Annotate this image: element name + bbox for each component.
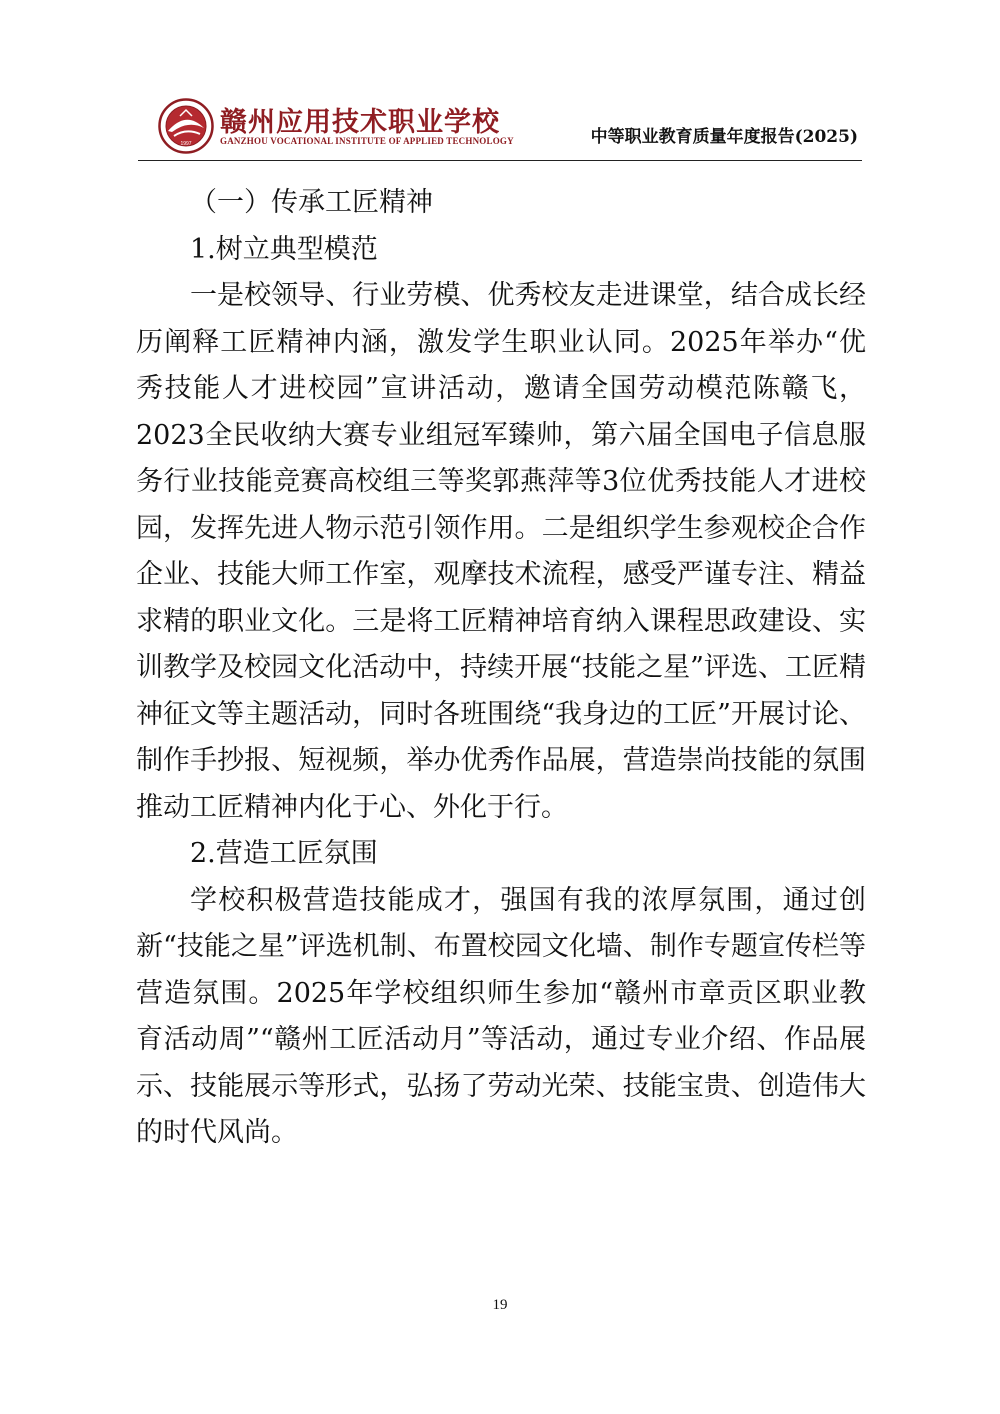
svg-text:1997: 1997 — [180, 141, 192, 147]
body-paragraph: 学校积极营造技能成才，强国有我的浓厚氛围，通过创新“技能之星”评选机制、布置校园文化墙、制作专题宣传栏等营造氛围。2025年学校组织师生参加“赣州市章贡区职业教育活动周”“赣州工匠活动月”等活动，通过专业介绍、作品展示、技能展示等形式，弘扬了劳动光荣、技能宝贵、创造伟大的时代风尚。 — [136, 884, 866, 1148]
subsection-heading: 2.营造工匠氛围 — [190, 838, 378, 869]
document-body — [136, 180, 866, 1157]
school-name-english: GANZHOU VOCATIONAL INSTITUTE OF APPLIED TECHNOLOGY — [220, 136, 514, 146]
report-title: 中等职业教育质量年度报告(2025) — [590, 127, 858, 147]
page-number: 19 — [492, 1297, 508, 1313]
school-emblem-icon — [158, 98, 214, 154]
subsection-heading: 1.树立典型模范 — [190, 233, 378, 265]
page-header — [158, 98, 858, 160]
section-heading: （一）传承工匠精神 — [190, 187, 433, 218]
school-name: 赣州应用技术职业学校 — [220, 107, 500, 138]
body-paragraph: 一是校领导、行业劳模、优秀校友走进课堂，结合成长经历阐释工匠精神内涵，激发学生职业认同。2025年举办“优秀技能人才进校园”宣讲活动，邀请全国劳动模范陈赣飞，2023全民收纳大赛专业组冠军臻帅，第六届全国电子信息服务行业技能竞赛高校组三等奖郭燕萍等3位优秀技能人才进校园，发挥先进人物示范引领作用。二是组织学生参观校企合作企业、技能大师工作室，观摩技术流程，感受严谨专注、精益求精的职业文化。三是将工匠精神培育纳入课程思政建设、实训教学及校园文化活动中，持续开展“技能之星”评选、工匠精神征文等主题活动，同时各班围绕“我身边的工匠”开展讨论、制作手抄报、短视频，举办优秀作品展，营造崇尚技能的氛围推动工匠精神内化于心、外化于行。 — [136, 280, 866, 823]
header-divider — [138, 160, 862, 161]
